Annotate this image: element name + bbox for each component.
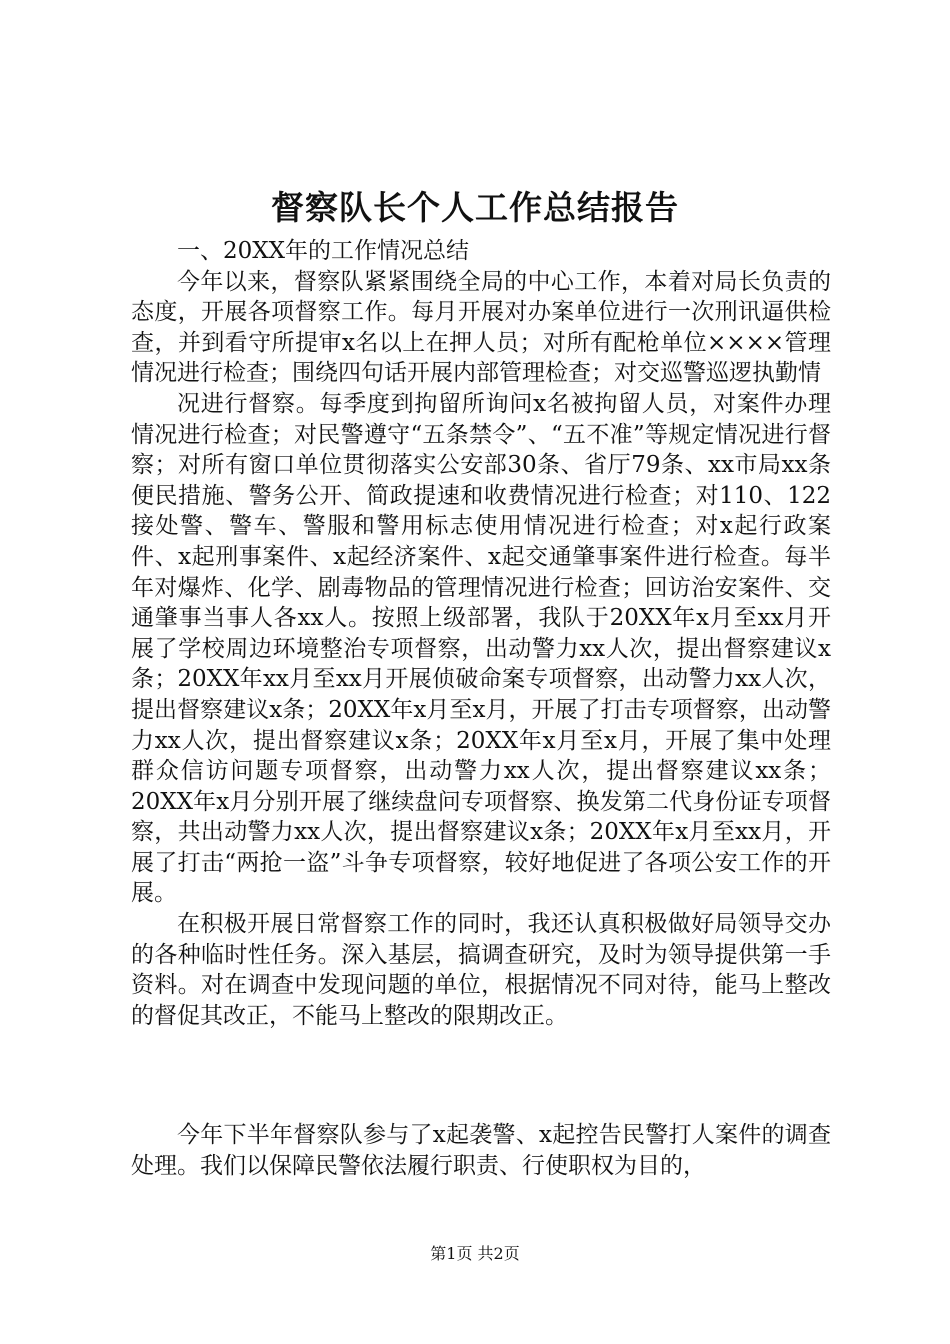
paragraph-4: 今年下半年督察队参与了x起袭警、x起控告民警打人案件的调查处理。我们以保障民警依法履行职责、行使职权为目的， xyxy=(131,1122,831,1179)
document-title: 督察队长个人工作总结报告 xyxy=(271,188,679,227)
section-heading: 一、20XX年的工作情况总结 xyxy=(177,238,470,264)
page-footer: 第1页 共2页 xyxy=(430,1244,520,1263)
paragraph-3: 在积极开展日常督察工作的同时，我还认真积极做好局领导交办的各种临时性任务。深入基层，搞调查研究，及时为领导提供第一手资料。对在调查中发现问题的单位，根据情况不同对待，能马上整改的督促其改正，不能马上整改的限期改正。 xyxy=(131,911,831,1029)
paragraph-1: 今年以来，督察队紧紧围绕全局的中心工作，本着对局长负责的态度，开展各项督察工作。每月开展对办案单位进行一次刑讯逼供检查，并到看守所提审x名以上在押人员；对所有配枪单位××××管理情况进行检查；围绕四句话开展内部管理检查；对交巡警巡逻执勤情 xyxy=(131,268,831,387)
body-block-2 xyxy=(131,1120,831,1181)
paragraph-2: 况进行督察。每季度到拘留所询问x名被拘留人员，对案件办理情况进行检查；对民警遵守“五条禁令”、“五不准”等规定情况进行督察；对所有窗口单位贯彻落实公安部30条、省厅79条、xx市局xx条便民措施、警务公开、简政提速和收费情况进行检查；对110、122接处警、警车、警服和警用标志使用情况进行检查；对x起行政案件、x起刑事案件、x起经济案件、x起交通肇事案件进行检查。每半年对爆炸、化学、剧毒物品的管理情况进行检查；回访治安案件、交通肇事当事人各xx人。按照上级部署，我队于20XX年x月至xx月开展了学校周边环境整治专项督察，出动警力xx人次，提出督察建议x条；20XX年xx月至xx月开展侦破命案专项督察，出动警力xx人次，提出督察建议x条；20XX年x月至x月，开展了打击专项督察，出动警力xx人次，提出督察建议x条；20XX年x月至x月，开展了集中处理群众信访问题专项督察，出动警力xx人次，提出督察建议xx条；20XX年x月分别开展了继续盘问专项督察、换发第二代身份证专项督察，共出动警力xx人次，提出督察建议x条；20XX年x月至xx月，开展了打击“两抢一盗”斗争专项督察，较好地促进了各项公安工作的开展。 xyxy=(131,390,831,907)
body-block-1 xyxy=(131,210,831,1031)
